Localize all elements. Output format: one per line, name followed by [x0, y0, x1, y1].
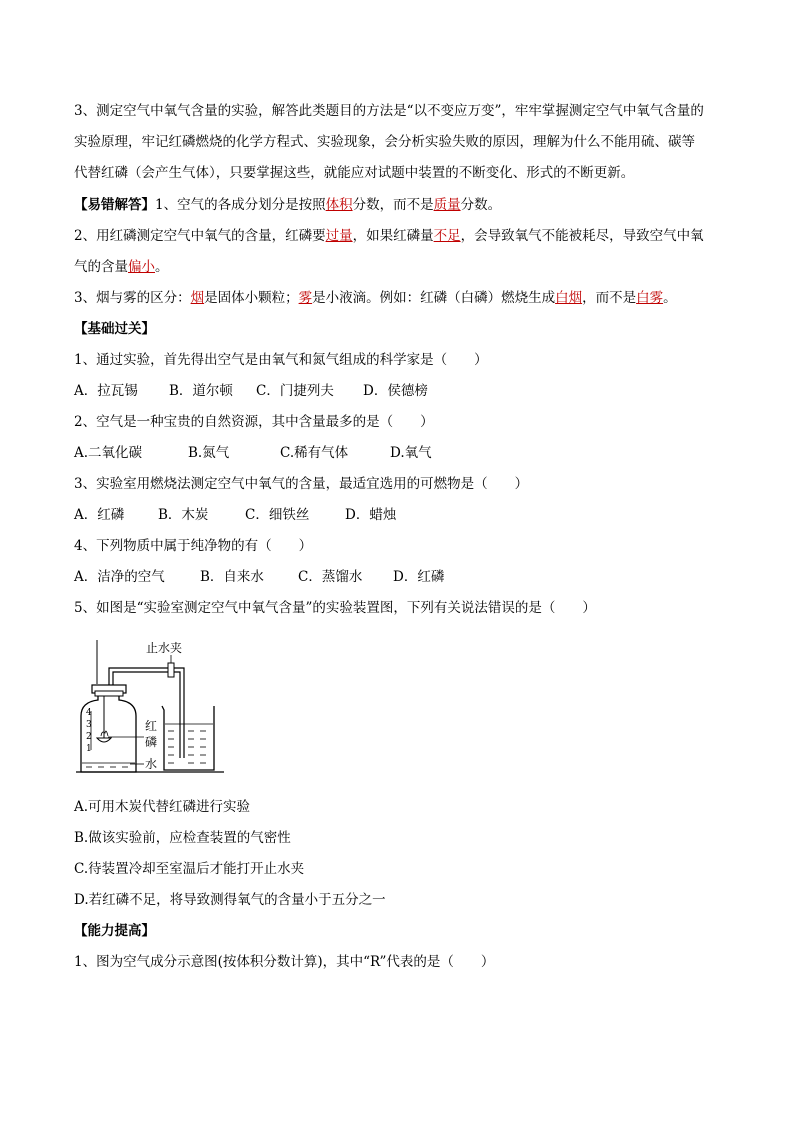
- text-run: ，如果红磷量: [352, 228, 434, 244]
- question-2-options: [74, 444, 734, 462]
- option-d: D.氧气: [390, 445, 432, 461]
- red-phosphorus-label: 磷: [145, 735, 158, 749]
- apparatus-figure: [72, 638, 232, 778]
- text-run: 。: [663, 290, 677, 306]
- option-b: B.氮气: [188, 445, 230, 461]
- option-a: A．红磷: [74, 507, 125, 523]
- option-b: B．木炭: [158, 507, 209, 523]
- water-label: 水: [145, 757, 158, 771]
- jichu-heading: 【基础过关】: [74, 321, 155, 337]
- option-c: C．蒸馏水: [298, 569, 363, 585]
- nengli-heading: 【能力提高】: [74, 923, 155, 939]
- yicuo-heading: 【易错解答】: [74, 197, 155, 213]
- stopper-base: [95, 691, 123, 696]
- option-d: D．侯德榜: [363, 383, 428, 399]
- answer-blank: 体积: [325, 197, 353, 213]
- question-2: 2、空气是一种宝贵的自然资源，其中含量最多的是（ ）: [74, 414, 434, 430]
- beaker-water: [168, 731, 206, 763]
- combustion-spoon: [97, 738, 111, 742]
- answer-blank: 偏小: [128, 259, 155, 275]
- answer-blank: 不足: [433, 228, 461, 244]
- question-5-option-d: D.若红磷不足，将导致测得氧气的含量小于五分之一: [74, 892, 386, 908]
- option-b: B．自来水: [200, 569, 264, 585]
- text-run: 分数，而不是: [352, 197, 434, 213]
- text-run: ，而不是: [582, 290, 637, 306]
- option-d: D．红磷: [393, 569, 445, 585]
- text-run: 1、空气的各成分划分是按照: [155, 197, 326, 213]
- question-4-options: [74, 568, 734, 586]
- answer-blank: 过量: [325, 228, 353, 244]
- text-run: 气的含量: [74, 259, 128, 275]
- answer-blank: 烟: [190, 290, 205, 306]
- scale-mark: 3: [86, 720, 92, 730]
- yicuo-line3: [74, 258, 734, 276]
- text-run: 2、用红磷测定空气中氧气的含量，红磷要: [74, 228, 326, 244]
- intro-p3-line1: 3、测定空气中氧气含量的实验，解答此类题目的方法是“以不变应万变”，牢牢掌握测定空气中氧气含量的: [74, 103, 704, 119]
- yicuo-line4: [74, 289, 734, 307]
- intro-p3-line3: 代替红磷（会产生气体），只要掌握这些，就能应对试题中装置的不断变化、形式的不断更新。: [74, 165, 635, 181]
- option-c: C．门捷列夫: [256, 383, 334, 399]
- red-phosphorus-label: 红: [145, 719, 158, 733]
- answer-blank: 白烟: [555, 290, 583, 306]
- option-b: B．道尔顿: [169, 383, 233, 399]
- intro-p3-line2: 实验原理，牢记红磷燃烧的化学方程式、实验现象，会分析实验失败的原因，理解为什么不能用硫、碳等: [74, 134, 695, 150]
- question-5-option-b: B.做该实验前，应检查装置的气密性: [74, 830, 291, 846]
- scale-mark: 4: [86, 708, 92, 718]
- answer-blank: 雾: [298, 290, 313, 306]
- text-run: 是固体小颗粒；: [204, 290, 299, 306]
- option-c: C.稀有气体: [280, 445, 349, 461]
- nengli-question-1: 1、图为空气成分示意图(按体积分数计算)，其中“R”代表的是（ ）: [74, 954, 495, 970]
- beaker: [162, 706, 214, 770]
- yicuo-line1: [74, 196, 734, 214]
- text-run: ，会导致氧气不能被耗尽，导致空气中氧: [460, 228, 704, 244]
- text-run: 分数。: [460, 197, 502, 213]
- question-3-options: [74, 506, 734, 524]
- option-a: A．洁净的空气: [74, 569, 165, 585]
- yicuo-line2: [74, 227, 734, 245]
- answer-blank: 质量: [433, 197, 461, 213]
- scale-mark: 2: [86, 732, 92, 742]
- question-3: 3、实验室用燃烧法测定空气中氧气的含量，最适宜选用的可燃物是（ ）: [74, 476, 529, 492]
- question-4: 4、下列物质中属于纯净物的有（ ）: [74, 538, 313, 554]
- option-c: C．细铁丝: [245, 507, 310, 523]
- clamp-label: 止水夹: [146, 641, 183, 655]
- apparatus-diagram: [72, 638, 232, 778]
- text-run: 3、烟与雾的区分：: [74, 290, 191, 306]
- option-d: D．蜡烛: [345, 507, 397, 523]
- water-clamp: [168, 663, 174, 677]
- question-5-option-a: A.可用木炭代替红磷进行实验: [74, 799, 251, 815]
- question-1-options: [74, 382, 734, 400]
- question-5: 5、如图是“实验室测定空气中氧气含量”的实验装置图，下列有关说法错误的是（ ）: [74, 600, 596, 616]
- text-run: 。: [155, 259, 169, 275]
- question-1: 1、通过实验，首先得出空气是由氧气和氮气组成的科学家是（ ）: [74, 352, 488, 368]
- text-run: 是小液滴。例如：红磷（白磷）燃烧生成: [312, 290, 556, 306]
- option-a: A．拉瓦锡: [74, 383, 138, 399]
- option-a: A.二氧化碳: [74, 445, 143, 461]
- scale-mark: 1: [86, 744, 92, 754]
- question-5-option-c: C.待装置冷却至室温后才能打开止水夹: [74, 861, 305, 877]
- answer-blank: 白雾: [636, 290, 664, 306]
